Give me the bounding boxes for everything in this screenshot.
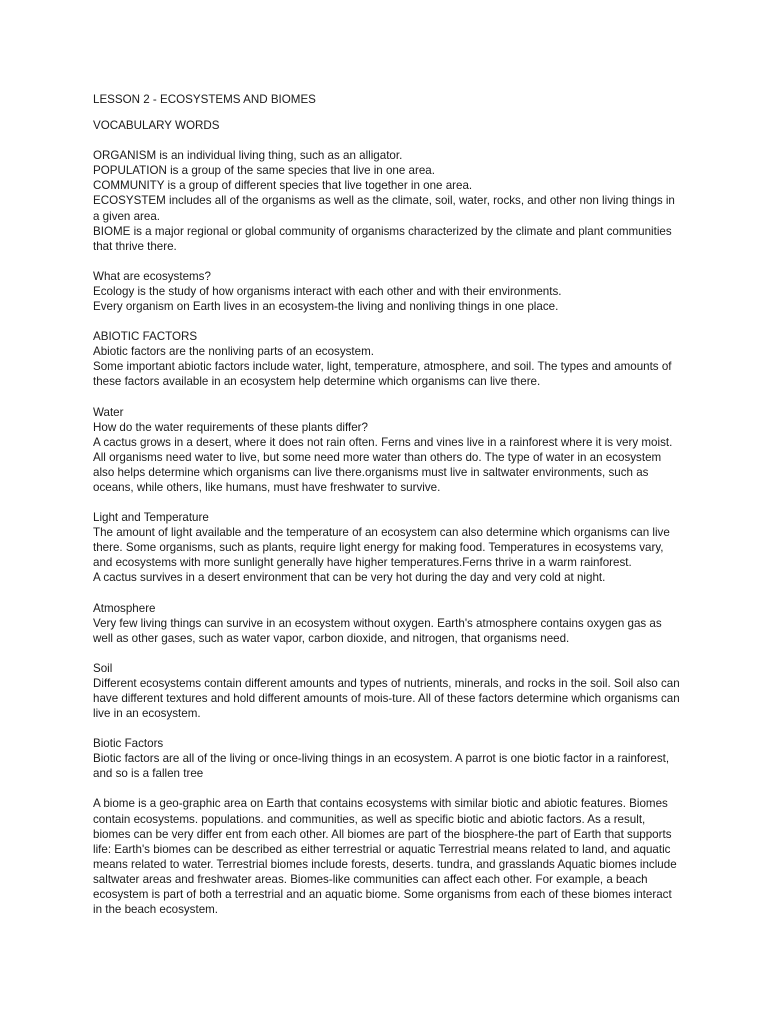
vocabulary-item: POPULATION is a group of the same species that live in one area. bbox=[93, 164, 435, 178]
section-heading: Soil bbox=[93, 661, 113, 675]
section-water bbox=[93, 405, 683, 496]
document-title: LESSON 2 - ECOSYSTEMS AND BIOMES bbox=[93, 93, 316, 106]
vocabulary-list bbox=[93, 148, 683, 254]
section-heading: Atmosphere bbox=[93, 601, 156, 615]
vocabulary-item: COMMUNITY is a group of different species that live together in one area. bbox=[93, 179, 473, 193]
section-paragraph: The amount of light available and the temperature of an ecosystem can also determine which organisms can live there. Some organisms, such as plants, require light energy for making food. Temperatures in ecosystems vary, and ecosystems with more sunlight generally have higher temperatures.Ferns thrive in a warm rainforest. bbox=[93, 526, 670, 570]
vocabulary-item: BIOME is a major regional or global community of organisms characterized by the climate and plant communities that thrive there. bbox=[93, 224, 672, 253]
section-what-are-ecosystems bbox=[93, 269, 683, 314]
section-heading: Water bbox=[93, 405, 124, 419]
section-atmosphere bbox=[93, 601, 683, 646]
section-paragraph: Ecology is the study of how organisms interact with each other and with their environments. bbox=[93, 284, 562, 298]
section-paragraph: How do the water requirements of these plants differ? bbox=[93, 420, 368, 434]
section-paragraph: Different ecosystems contain different amounts and types of nutrients, minerals, and rocks in the soil. Soil also can have different textures and hold different amounts of mois-ture. All of these factors determine which organisms can live in an ecosystem. bbox=[93, 676, 680, 721]
section-paragraph: Very few living things can survive in an ecosystem without oxygen. Earth's atmosphere contains oxygen gas as well as other gases, such as water vapor, carbon dioxide, and nitrogen, that organisms need. bbox=[93, 616, 662, 645]
section-heading: ABIOTIC FACTORS bbox=[93, 330, 198, 344]
section-paragraph: A cactus grows in a desert, where it does not rain often. Ferns and vines live in a rainforest where it is very moist. All organisms need water to live, but some need more water than others do. The type of water in an ecosystem also helps determine which organisms can live there.organisms must live in saltwater environments, such as oceans, while others, like humans, must have freshwater to survive. bbox=[93, 435, 673, 494]
section-biomes bbox=[93, 796, 683, 917]
section-heading: What are ecosystems? bbox=[93, 269, 211, 283]
vocabulary-item: ORGANISM is an individual living thing, such as an alligator. bbox=[93, 149, 403, 163]
section-abiotic-factors bbox=[93, 329, 683, 389]
vocabulary-heading: VOCABULARY WORDS bbox=[93, 119, 220, 133]
section-soil bbox=[93, 661, 683, 721]
section-heading: Biotic Factors bbox=[93, 737, 164, 751]
section-paragraph: A biome is a geo-graphic area on Earth that contains ecosystems with similar biotic and abiotic features. Biomes contain ecosystems. populations. and communities, as well as specific biotic and abiotic factors. As a result, biomes can be very differ ent from each other. All biomes are part of the biosphere-the part of Earth that supports life: Earth's biomes can be described as either terrestrial or aquatic Terrestrial means related to land, and aquatic means related to water. Terrestrial biomes include forests, deserts. tundra, and grasslands Aquatic biomes include saltwater areas and freshwater areas. Biomes-like communities can affect each other. For example, a beach ecosystem is part of both a terrestrial and an aquatic biome. Some organisms from each of these biomes interact in the beach ecosystem. bbox=[93, 797, 677, 917]
section-paragraph: A cactus survives in a desert environment that can be very hot during the day and very cold at night. bbox=[93, 571, 606, 585]
document-page bbox=[93, 92, 683, 932]
vocabulary-item: ECOSYSTEM includes all of the organisms as well as the climate, soil, water, rocks, and other non living things in a given area. bbox=[93, 194, 675, 223]
section-paragraph: Biotic factors are all of the living or once-living things in an ecosystem. A parrot is one biotic factor in a rainforest, and so is a fallen tree bbox=[93, 752, 670, 781]
section-paragraph: Abiotic factors are the nonliving parts of an ecosystem. bbox=[93, 345, 374, 359]
section-heading: Light and Temperature bbox=[93, 511, 209, 525]
section-light-and-temperature bbox=[93, 510, 683, 585]
section-biotic-factors bbox=[93, 736, 683, 781]
section-paragraph: Some important abiotic factors include water, light, temperature, atmosphere, and soil. The types and amounts of these factors available in an ecosystem help determine which organisms can live there. bbox=[93, 360, 672, 389]
section-paragraph: Every organism on Earth lives in an ecosystem-the living and nonliving things in one place. bbox=[93, 300, 559, 314]
